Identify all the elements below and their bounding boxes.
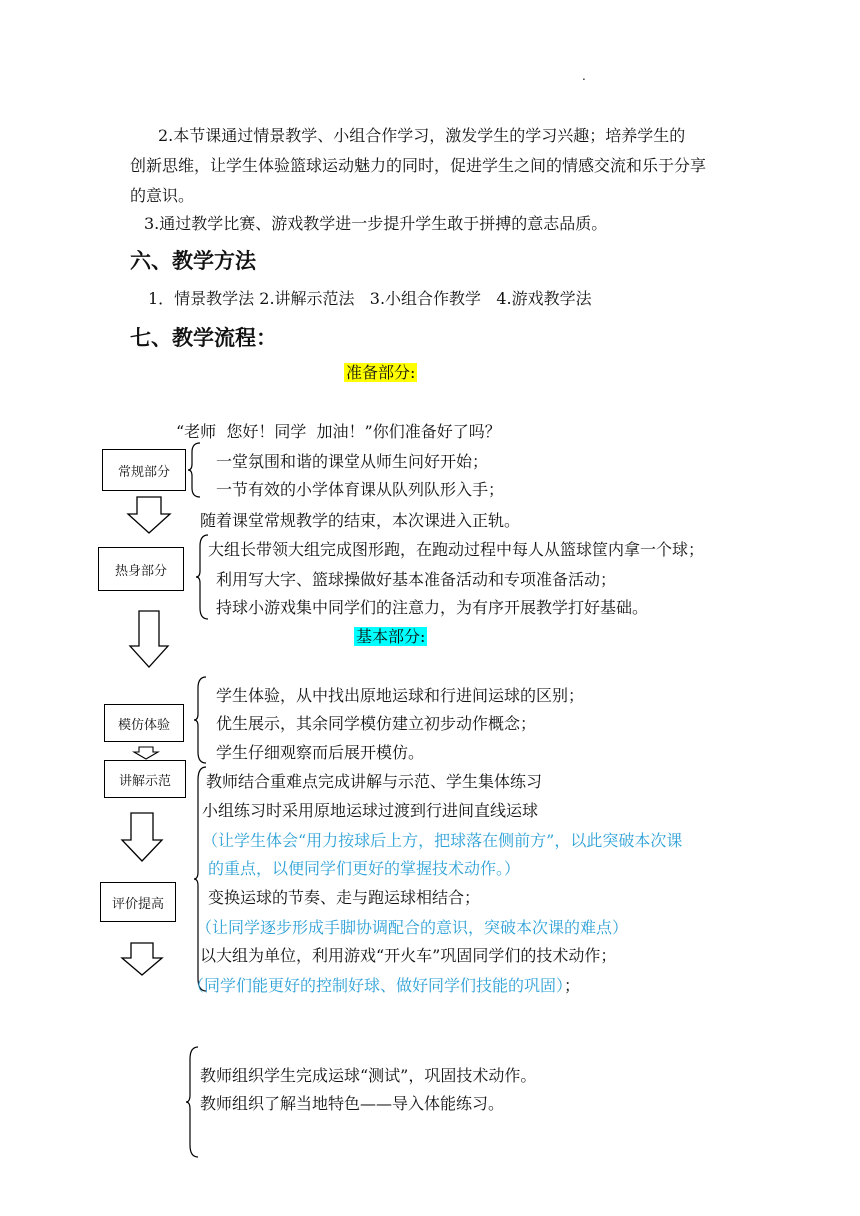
explain-note-1: （让学生体会“用力按球后上方，把球落在侧前方”，以此突破本次课	[202, 831, 683, 850]
evaluate-2: 以大组为单位，利用游戏“开火车”巩固同学们的技术动作；	[200, 946, 617, 965]
evaluate-note-2-row	[188, 976, 580, 996]
down-arrow-1	[127, 496, 171, 534]
down-arrow-2	[129, 610, 169, 668]
imitate-1: 学生体验，从中找出原地运球和行进间运球的区别；	[216, 686, 585, 705]
box-warmup: 热身部分	[98, 547, 184, 591]
basic-label	[354, 627, 427, 647]
end-line-2: 教师组织了解当地特色——导入体能练习。	[200, 1094, 505, 1113]
brace-end	[186, 1046, 200, 1158]
down-arrow-small	[133, 746, 159, 760]
explain-note-2: 的重点，以便同学们更好的掌握技术动作。）	[208, 859, 521, 878]
objective-2-line-3: 的意识。	[130, 186, 195, 205]
routine-2: 一节有效的小学体育课从队列队形入手；	[216, 480, 505, 499]
brace-routine	[188, 442, 202, 498]
evaluate-note-2-tail: ；	[564, 976, 581, 995]
imitate-3: 学生仔细观察而后展开模仿。	[216, 743, 425, 762]
greeting: “老师 您好！同学 加油！”你们准备好了吗？	[176, 422, 501, 441]
basic-label-text: 基本部分:	[356, 627, 426, 646]
evaluate-note-1: （让同学逐步形成手脚协调配合的意识，突破本次课的难点）	[196, 918, 629, 937]
evaluate-note-2: （同学们能更好的控制好球、做好同学们技能的巩固）	[188, 976, 565, 995]
routine-1: 一堂氛围和谐的课堂从师生问好开始；	[216, 452, 489, 471]
explain-2: 小组练习时采用原地运球过渡到行进间直线运球	[202, 801, 539, 820]
prep-label-text: 准备部分:	[346, 363, 416, 382]
down-arrow-4	[121, 942, 163, 976]
end-line-1: 教师组织学生完成运球“测试”，巩固技术动作。	[200, 1066, 537, 1085]
imitate-2: 优生展示，其余同学模仿建立初步动作概念；	[216, 714, 537, 733]
explain-1: 教师结合重难点完成讲解与示范、学生集体练习	[206, 772, 543, 791]
evaluate-1: 变换运球的节奏、走与跑运球相结合；	[208, 888, 481, 907]
warmup-1: 大组长带领大组完成图形跑，在跑动过程中每人从篮球筐内拿一个球；	[208, 540, 705, 559]
brace-imitate	[194, 676, 208, 764]
section-7-title: 七、教学流程：	[130, 326, 277, 350]
warmup-3: 持球小游戏集中同学们的注意力，为有序开展教学打好基础。	[216, 598, 649, 617]
objective-3: 3.通过教学比赛、游戏教学进一步提升学生敢于拼搏的意志品质。	[144, 214, 608, 233]
objective-2-line-2: 创新思维，让学生体验篮球运动魅力的同时，促进学生之间的情感交流和乐于分享	[130, 156, 707, 175]
page-dot: .	[582, 69, 586, 83]
box-explain: 讲解示范	[104, 760, 186, 798]
transition-text: 随着课堂常规教学的结束，本次课进入正轨。	[200, 511, 521, 530]
teaching-methods: 1．情景教学法 2.讲解示范法 3.小组合作教学 4.游戏教学法	[148, 289, 592, 308]
box-routine: 常规部分	[102, 449, 186, 491]
section-6-title: 六、教学方法	[130, 249, 256, 273]
box-imitate: 模仿体验	[104, 704, 184, 742]
objective-2-line-1: 2.本节课通过情景教学、小组合作学习，激发学生的学习兴趣；培养学生的	[158, 126, 686, 145]
warmup-2: 利用写大字、篮球操做好基本准备活动和专项准备活动；	[216, 570, 617, 589]
box-evaluate: 评价提高	[100, 882, 176, 922]
down-arrow-3	[121, 812, 163, 862]
prep-label	[344, 363, 417, 383]
